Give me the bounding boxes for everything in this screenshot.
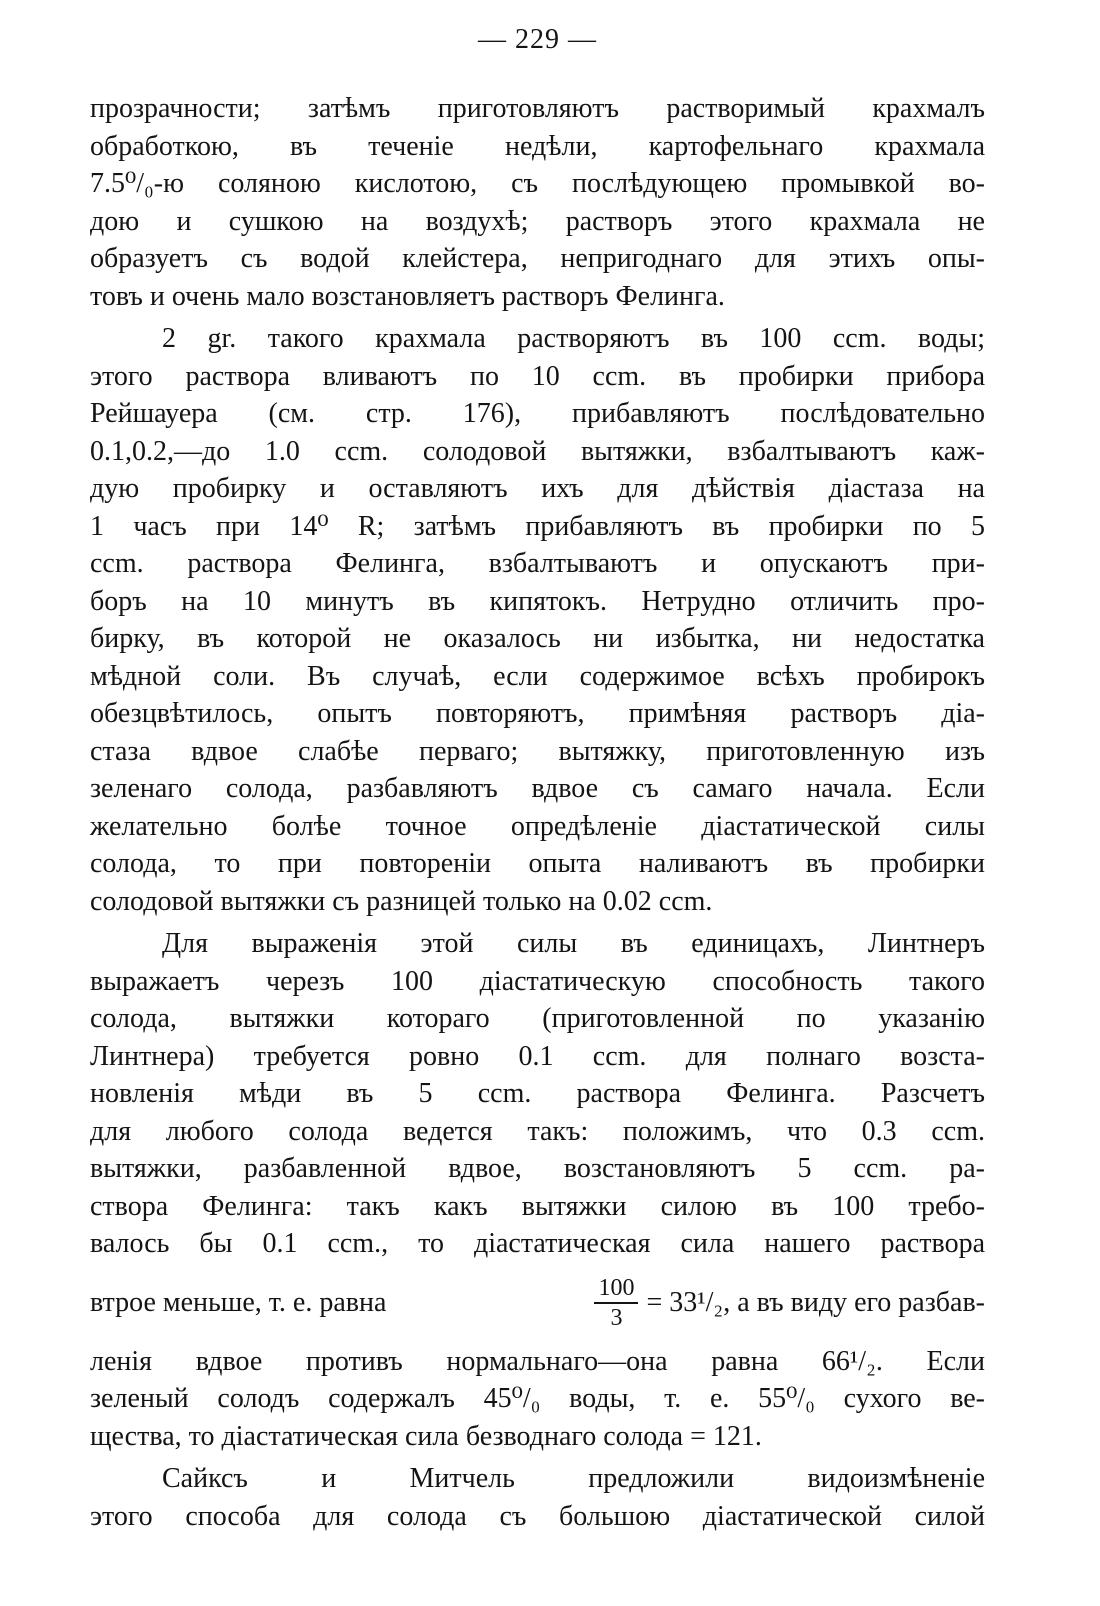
text-line: вытяжки, разбавленной вдвое, возстановляютъ 5 ccm. ра- <box>90 1153 985 1184</box>
text-line: боръ на 10 минутъ въ кипятокъ. Нетрудно отличить про- <box>90 585 985 617</box>
text-line: выражаетъ черезъ 100 діастатическую способность такого <box>90 965 985 997</box>
text-line: щества, то діастатическая сила безводнаго солода = 121. <box>90 1420 762 1452</box>
text-line: этого раствора вливаютъ по 10 ccm. въ пробирки прибора <box>90 360 985 392</box>
text-line: прозрачности; затѣмъ приготовляютъ растворимый крахмалъ <box>90 93 985 124</box>
text-line: этого способа для солода съ большою діастатической силой <box>90 1500 985 1532</box>
text-line: зеленый солодъ содержалъ 45⁰/₀ воды, т. е. 55⁰/₀ сухого ве- <box>90 1383 985 1414</box>
fraction-denominator: 3 <box>610 1304 623 1331</box>
text-line: бирку, въ которой не оказалось ни избытка, ни недостатка <box>90 623 985 654</box>
text-line: Сайксъ и Митчель предложили видоизмѣненіе <box>162 1463 985 1494</box>
book-page <box>90 18 985 1535</box>
formula-line <box>90 1263 985 1343</box>
text-line: мѣдной соли. Въ случаѣ, если содержимое всѣхъ пробирокъ <box>90 660 985 692</box>
text-line: ccm. раствора Фелинга, взбалтываютъ и опускаютъ при- <box>90 548 985 579</box>
text-line: 7.5⁰/₀-ю соляною кислотою, съ послѣдующею промывкой во- <box>90 168 985 199</box>
text-line: дою и сушкою на воздухѣ; растворъ этого крахмала не <box>90 205 985 237</box>
formula-lead-text: втрое меньше, т. е. равна <box>90 1286 387 1318</box>
text-line: обработкою, въ теченіе недѣли, картофельнаго крахмала <box>90 130 985 162</box>
text-line: для любого солода ведется такъ: положимъ, что 0.3 ccm. <box>90 1115 985 1147</box>
formula-tail-text: = 33¹/₂, а въ виду его разбав- <box>646 1286 985 1318</box>
paragraph-4 <box>90 1460 985 1535</box>
text-line: 1 часъ при 14⁰ R; затѣмъ прибавляютъ въ пробирки по 5 <box>90 510 985 542</box>
text-line: солодовой вытяжки съ разницей только на 0.02 ccm. <box>90 885 713 917</box>
text-line: новленія мѣди въ 5 ccm. раствора Фелинга. Разсчетъ <box>90 1078 985 1109</box>
formula <box>586 1274 985 1332</box>
text-line: зеленаго солода, разбавляютъ вдвое съ самаго начала. Если <box>90 773 985 804</box>
fraction-numerator: 100 <box>594 1274 638 1304</box>
text-line: 0.1,0.2,—до 1.0 ccm. солодовой вытяжки, взбалтываютъ каж- <box>90 435 985 467</box>
text-line: товъ и очень мало возстановляетъ растворъ Фелинга. <box>90 280 725 312</box>
text-line: солода, то при повтореніи опыта наливаютъ въ пробирки <box>90 848 985 879</box>
page-number: — 229 — <box>478 24 597 55</box>
text-line: образуетъ съ водой клейстера, непригоднаго для этихъ опы- <box>90 243 985 274</box>
text-line: валось бы 0.1 ccm., то діастатическая сила нашего раствора <box>90 1228 985 1259</box>
text-line: ленія вдвое противъ нормальнаго—она равна 66¹/₂. Если <box>90 1345 985 1377</box>
text-line: солода, вытяжки котораго (приготовленной по указанію <box>90 1003 985 1034</box>
paragraph-2 <box>90 320 985 920</box>
text-line: обезцвѣтилось, опытъ повторяютъ, примѣняя растворъ діа- <box>90 698 985 729</box>
text-line: дую пробирку и оставляютъ ихъ для дѣйствія діастаза на <box>90 473 985 504</box>
text-line: стаза вдвое слабѣе перваго; вытяжку, приготовленную изъ <box>90 735 985 767</box>
text-line: желательно болѣе точное опредѣленіе діастатической силы <box>90 810 985 842</box>
text-line: 2 gr. такого крахмала растворяютъ въ 100 ccm. воды; <box>162 323 985 354</box>
text-line: Для выраженія этой силы въ единицахъ, Линтнеръ <box>162 928 985 959</box>
paragraph-3 <box>90 925 985 1455</box>
fraction <box>594 1274 638 1332</box>
text-line: Линтнера) требуется ровно 0.1 ccm. для полнаго возста- <box>90 1040 985 1072</box>
paragraph-1 <box>90 90 985 315</box>
text-line: Рейшауера (см. стр. 176), прибавляютъ послѣдовательно <box>90 398 985 429</box>
text-line: створа Фелинга: такъ какъ вытяжки силою въ 100 требо- <box>90 1190 985 1222</box>
